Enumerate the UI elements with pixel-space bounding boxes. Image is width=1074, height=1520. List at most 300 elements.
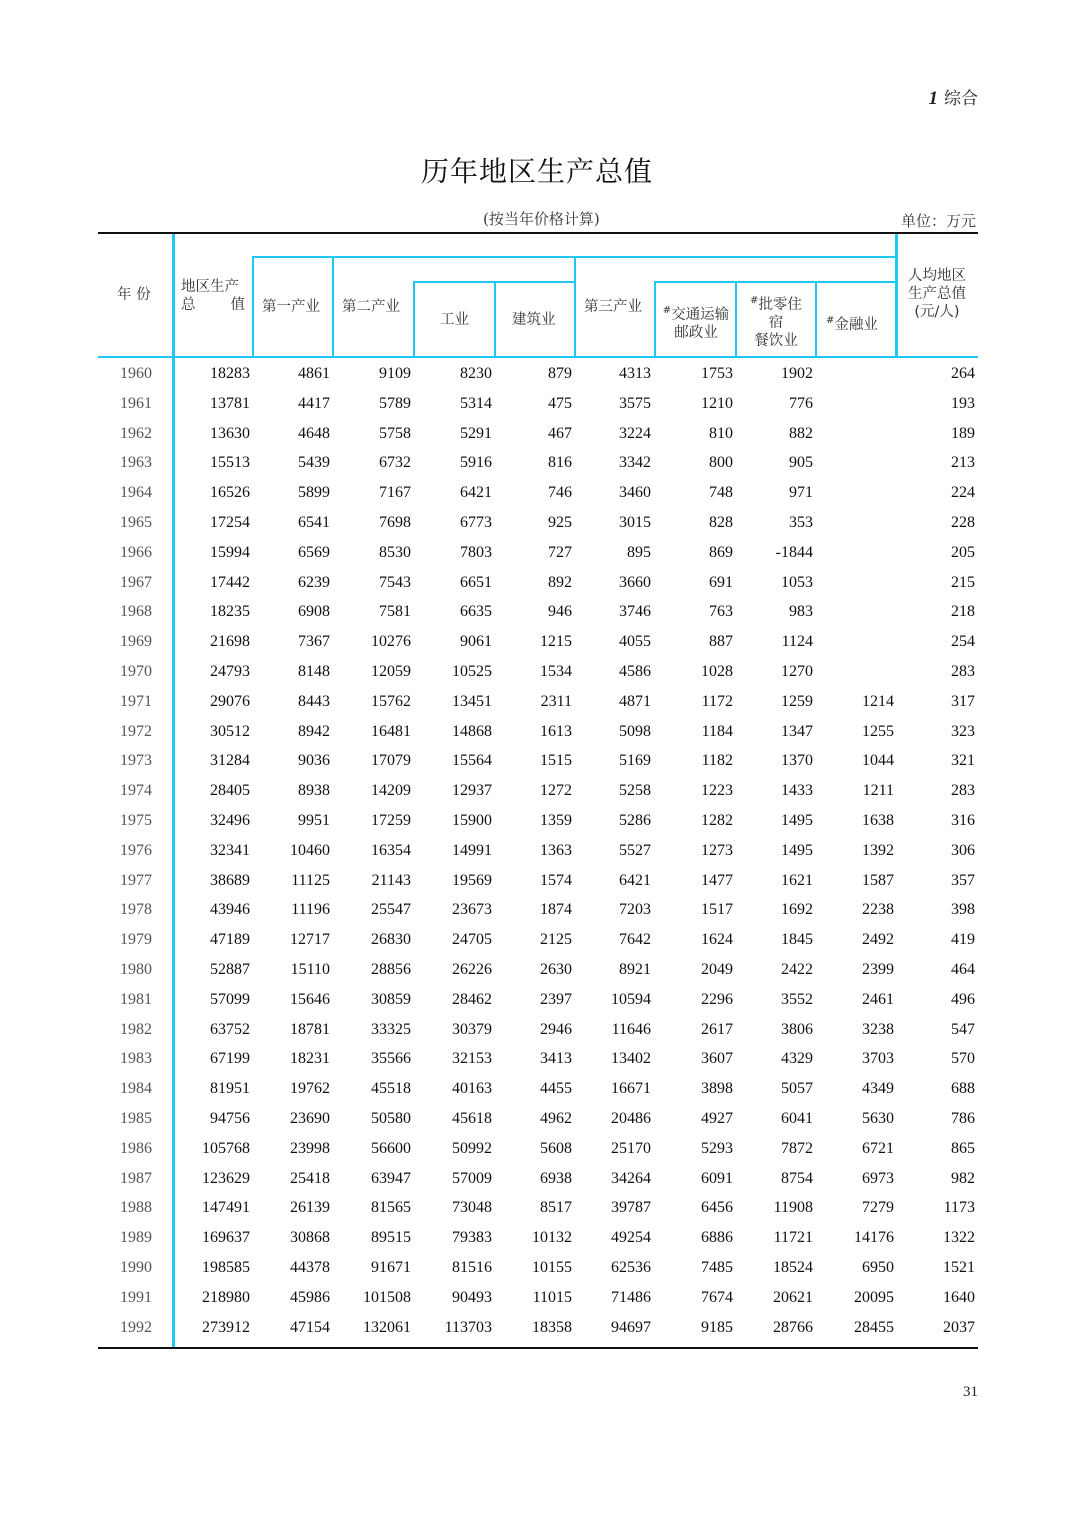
cell-year: 1975: [120, 812, 152, 829]
cell-gdp: 94756: [210, 1110, 250, 1127]
cell-transport: 2617: [701, 1020, 733, 1038]
cell-tertiary: 3224: [619, 424, 651, 442]
cell-per_capita: 283: [951, 782, 975, 800]
cell-per_capita: 283: [951, 663, 975, 680]
cell-industry: 79383: [452, 1229, 492, 1247]
cell-gdp: 13630: [210, 424, 250, 442]
cell-gdp: 105768: [202, 1139, 250, 1157]
table-row: [98, 842, 978, 872]
cell-finance: 1044: [862, 752, 894, 770]
cell-gdp: 21698: [210, 633, 250, 651]
subitem-mark: #: [662, 305, 672, 316]
cell-construction: 1215: [540, 633, 572, 651]
cell-gdp: 18235: [210, 603, 250, 621]
col-header-per-capita-line3: (元/人): [914, 304, 960, 320]
cell-construction: 2311: [540, 692, 572, 710]
cell-construction: 816: [548, 454, 572, 472]
cell-transport: 748: [709, 484, 733, 502]
cell-primary: 10460: [290, 841, 330, 859]
cell-year: 1978: [120, 901, 152, 919]
col-header-transport-line1: 交通运输: [671, 307, 730, 323]
cell-per_capita: 547: [951, 1020, 975, 1038]
cell-year: 1992: [120, 1318, 152, 1336]
cell-retail: 1370: [781, 752, 813, 770]
cell-tertiary: 5527: [619, 841, 651, 859]
cell-per_capita: 1173: [943, 1199, 975, 1217]
cell-year: 1982: [120, 1020, 152, 1038]
cell-gdp: 43946: [210, 901, 250, 919]
cell-year: 1967: [120, 573, 152, 591]
cell-tertiary: 3575: [619, 394, 651, 412]
table-row: [98, 991, 978, 1021]
cell-retail: 882: [789, 424, 813, 442]
cell-secondary: 7698: [379, 514, 411, 531]
cell-tertiary: 5169: [619, 752, 651, 770]
cell-retail: 3806: [781, 1020, 813, 1038]
col-header-primary: 第一产业: [262, 299, 320, 315]
cell-retail: 11721: [773, 1229, 813, 1247]
cell-finance: 1638: [862, 812, 894, 829]
cell-year: 1969: [120, 633, 152, 651]
cell-retail: 1433: [781, 782, 813, 800]
cell-year: 1970: [120, 663, 152, 680]
cell-retail: 1621: [781, 871, 813, 889]
cell-gdp: 57099: [210, 990, 250, 1008]
col-header-industry: 工业: [440, 312, 469, 328]
cell-secondary: 26830: [371, 931, 411, 949]
col-header-per-capita-line1: 人均地区: [908, 268, 966, 284]
cell-year: 1979: [120, 931, 152, 949]
cell-construction: 727: [548, 543, 572, 561]
cell-construction: 1272: [540, 782, 572, 800]
col-header-gdp-line1: 地区生产: [181, 279, 239, 295]
cell-per_capita: 496: [951, 990, 975, 1008]
cell-secondary: 9109: [379, 365, 411, 382]
cell-construction: 2946: [540, 1020, 572, 1038]
col-header-transport-line2: 邮政业: [674, 325, 718, 341]
cell-construction: 1534: [540, 663, 572, 680]
col-header-retail: [738, 292, 814, 350]
cell-tertiary: 10594: [611, 990, 651, 1008]
cell-construction: 10132: [532, 1229, 572, 1247]
cell-construction: 18358: [532, 1318, 572, 1336]
cell-tertiary: 3342: [619, 454, 651, 472]
cell-retail: 1270: [781, 663, 813, 680]
cell-construction: 2630: [540, 961, 572, 978]
cell-transport: 6886: [701, 1229, 733, 1247]
cell-industry: 19569: [452, 871, 492, 889]
cell-industry: 6421: [460, 484, 492, 502]
table-row: [98, 1229, 978, 1259]
chapter-number: 1: [928, 88, 938, 109]
cell-per_capita: 224: [951, 484, 975, 502]
col-header-retail-line1: 批零住: [758, 297, 802, 313]
table-row: [98, 1289, 978, 1319]
col-header-per-capita-line2: 生产总值: [908, 286, 966, 302]
cell-construction: 925: [548, 514, 572, 531]
cell-transport: 5293: [701, 1139, 733, 1157]
table-row: [98, 633, 978, 663]
cell-construction: 1363: [540, 841, 572, 859]
table-row: [98, 574, 978, 604]
cell-primary: 4648: [298, 424, 330, 442]
cell-secondary: 8530: [379, 543, 411, 561]
cell-primary: 6569: [298, 543, 330, 561]
cell-industry: 9061: [460, 633, 492, 651]
table-row: [98, 663, 978, 693]
cell-secondary: 35566: [371, 1050, 411, 1068]
cell-transport: 9185: [701, 1318, 733, 1336]
cell-primary: 9036: [298, 752, 330, 770]
table-row: [98, 1080, 978, 1110]
cell-construction: 467: [548, 424, 572, 442]
cell-year: 1961: [120, 394, 152, 412]
cell-year: 1986: [120, 1139, 152, 1157]
cell-year: 1976: [120, 841, 152, 859]
cell-transport: 3607: [701, 1050, 733, 1068]
tertiary-sub-rule: [655, 281, 897, 283]
cell-year: 1968: [120, 603, 152, 621]
unit-label: 单位：万元: [900, 212, 976, 230]
cell-primary: 8938: [298, 782, 330, 800]
col-divider: [654, 281, 656, 358]
cell-transport: 4927: [701, 1110, 733, 1127]
cell-year: 1972: [120, 722, 152, 740]
price-basis-note: (按当年价格计算): [483, 210, 600, 228]
cell-finance: 20095: [854, 1288, 894, 1306]
cell-retail: 7872: [781, 1139, 813, 1157]
cell-gdp: 15513: [210, 454, 250, 472]
cell-industry: 5291: [460, 424, 492, 442]
cell-retail: 1495: [781, 812, 813, 829]
cell-retail: 1053: [781, 573, 813, 591]
cell-gdp: 63752: [210, 1020, 250, 1038]
cell-construction: 4455: [540, 1080, 572, 1098]
col-divider: [735, 281, 737, 358]
cell-year: 1966: [120, 543, 152, 561]
cell-retail: 1259: [781, 692, 813, 710]
cell-year: 1984: [120, 1080, 152, 1098]
cell-industry: 32153: [452, 1050, 492, 1068]
cell-year: 1962: [120, 424, 152, 442]
cell-finance: 1255: [862, 722, 894, 740]
cell-finance: 6950: [862, 1259, 894, 1276]
cell-primary: 8148: [298, 663, 330, 680]
cell-construction: 2397: [540, 990, 572, 1008]
cell-tertiary: 5098: [619, 722, 651, 740]
per-capita-divider: [895, 234, 898, 358]
cell-gdp: 32496: [210, 812, 250, 829]
table-row: [98, 723, 978, 753]
cell-construction: 946: [548, 603, 572, 621]
cell-per_capita: 323: [951, 722, 975, 740]
cell-secondary: 5789: [379, 394, 411, 412]
cell-industry: 90493: [452, 1288, 492, 1306]
table-row: [98, 812, 978, 842]
cell-transport: 800: [709, 454, 733, 472]
cell-transport: 1273: [701, 841, 733, 859]
cell-construction: 2125: [540, 931, 572, 949]
cell-transport: 810: [709, 424, 733, 442]
cell-per_capita: 317: [951, 692, 975, 710]
cell-primary: 18231: [290, 1050, 330, 1068]
cell-construction: 1613: [540, 722, 572, 740]
cell-secondary: 33325: [371, 1020, 411, 1038]
cell-year: 1990: [120, 1259, 152, 1276]
cell-retail: 353: [789, 514, 813, 531]
col-header-per-capita: [902, 267, 972, 321]
cell-industry: 6635: [460, 603, 492, 621]
cell-primary: 6239: [298, 573, 330, 591]
cell-tertiary: 895: [627, 543, 651, 561]
cell-finance: 2238: [862, 901, 894, 919]
cell-tertiary: 13402: [611, 1050, 651, 1068]
table-row: [98, 961, 978, 991]
cell-per_capita: 865: [951, 1139, 975, 1157]
cell-tertiary: 5286: [619, 812, 651, 829]
cell-gdp: 67199: [210, 1050, 250, 1068]
cell-per_capita: 688: [951, 1080, 975, 1098]
cell-per_capita: 306: [951, 841, 975, 859]
cell-secondary: 91671: [371, 1259, 411, 1276]
cell-transport: 1282: [701, 812, 733, 829]
subitem-mark: #: [826, 315, 835, 326]
cell-per_capita: 193: [951, 394, 975, 412]
cell-transport: 1028: [701, 663, 733, 680]
cell-secondary: 63947: [371, 1169, 411, 1187]
cell-construction: 3413: [540, 1050, 572, 1068]
cell-primary: 23998: [290, 1139, 330, 1157]
cell-construction: 11015: [532, 1288, 572, 1306]
cell-gdp: 31284: [210, 752, 250, 770]
cell-finance: 4349: [862, 1080, 894, 1098]
cell-finance: 5630: [862, 1110, 894, 1127]
cell-transport: 1753: [701, 365, 733, 382]
cell-finance: 14176: [854, 1229, 894, 1247]
cell-transport: 6456: [701, 1199, 733, 1217]
cell-retail: 1845: [781, 931, 813, 949]
cell-per_capita: 254: [951, 633, 975, 651]
cell-primary: 9951: [298, 812, 330, 829]
table-row: [98, 1319, 978, 1349]
cell-primary: 18781: [290, 1020, 330, 1038]
cell-construction: 1874: [540, 901, 572, 919]
cell-retail: 18524: [773, 1259, 813, 1276]
cell-per_capita: 1640: [943, 1288, 975, 1306]
cell-per_capita: 357: [951, 871, 975, 889]
cell-industry: 12937: [452, 782, 492, 800]
cell-secondary: 89515: [371, 1229, 411, 1247]
cell-secondary: 7167: [379, 484, 411, 502]
cell-construction: 475: [548, 394, 572, 412]
cell-tertiary: 39787: [611, 1199, 651, 1217]
cell-transport: 6091: [701, 1169, 733, 1187]
cell-industry: 6773: [460, 514, 492, 531]
cell-tertiary: 4871: [619, 692, 651, 710]
cell-construction: 1359: [540, 812, 572, 829]
cell-per_capita: 321: [951, 752, 975, 770]
table-row: [98, 782, 978, 812]
table-row: [98, 1199, 978, 1229]
cell-finance: 6973: [862, 1169, 894, 1187]
cell-primary: 5439: [298, 454, 330, 472]
cell-industry: 45618: [452, 1110, 492, 1127]
cell-tertiary: 4586: [619, 663, 651, 680]
cell-transport: 7485: [701, 1259, 733, 1276]
col-header-construction: 建筑业: [512, 312, 556, 328]
cell-transport: 1182: [701, 752, 733, 770]
col-header-year: 年 份: [117, 287, 151, 303]
cell-primary: 11125: [291, 871, 330, 889]
cell-tertiary: 49254: [611, 1229, 651, 1247]
table-row: [98, 544, 978, 574]
cell-per_capita: 2037: [943, 1318, 975, 1336]
table-row: [98, 484, 978, 514]
col-header-retail-line3: 餐饮业: [754, 333, 798, 349]
cell-retail: -1844: [775, 543, 813, 561]
cell-per_capita: 419: [951, 931, 975, 949]
cell-per_capita: 464: [951, 961, 975, 978]
cell-per_capita: 982: [951, 1169, 975, 1187]
cell-secondary: 56600: [371, 1139, 411, 1157]
table-row: [98, 514, 978, 544]
cell-gdp: 30512: [210, 722, 250, 740]
cell-finance: 2461: [862, 990, 894, 1008]
cell-secondary: 17259: [371, 812, 411, 829]
cell-primary: 25418: [290, 1169, 330, 1187]
cell-finance: 1392: [862, 841, 894, 859]
cell-secondary: 10276: [371, 633, 411, 651]
cell-secondary: 7581: [379, 603, 411, 621]
cell-primary: 30868: [290, 1229, 330, 1247]
cell-industry: 113703: [444, 1318, 492, 1336]
cell-gdp: 273912: [202, 1318, 250, 1336]
cell-industry: 50992: [452, 1139, 492, 1157]
cell-tertiary: 3660: [619, 573, 651, 591]
cell-transport: 1517: [701, 901, 733, 919]
cell-tertiary: 25170: [611, 1139, 651, 1157]
cell-industry: 5314: [460, 394, 492, 412]
cell-transport: 3898: [701, 1080, 733, 1098]
cell-secondary: 45518: [371, 1080, 411, 1098]
cell-retail: 4329: [781, 1050, 813, 1068]
cell-gdp: 47189: [210, 931, 250, 949]
cell-secondary: 21143: [371, 871, 411, 889]
cell-transport: 1184: [701, 722, 733, 740]
cell-retail: 2422: [781, 961, 813, 978]
cell-transport: 1210: [701, 394, 733, 412]
cell-per_capita: 264: [951, 365, 975, 382]
cell-industry: 26226: [452, 961, 492, 978]
cell-per_capita: 1521: [943, 1259, 975, 1276]
col-divider: [574, 256, 576, 358]
cell-secondary: 132061: [363, 1318, 411, 1336]
cell-retail: 5057: [781, 1080, 813, 1098]
cell-construction: 6938: [540, 1169, 572, 1187]
cell-gdp: 18283: [210, 365, 250, 382]
cell-industry: 40163: [452, 1080, 492, 1098]
cell-construction: 746: [548, 484, 572, 502]
cell-primary: 12717: [290, 931, 330, 949]
cell-transport: 7674: [701, 1288, 733, 1306]
cell-retail: 1692: [781, 901, 813, 919]
cell-tertiary: 3015: [619, 514, 651, 531]
cell-transport: 1477: [701, 871, 733, 889]
cell-industry: 13451: [452, 692, 492, 710]
cell-per_capita: 1322: [943, 1229, 975, 1247]
cell-industry: 57009: [452, 1169, 492, 1187]
cell-retail: 776: [789, 394, 813, 412]
cell-year: 1985: [120, 1110, 152, 1127]
cell-gdp: 16526: [210, 484, 250, 502]
cell-retail: 983: [789, 603, 813, 621]
table-row: [98, 395, 978, 425]
cell-tertiary: 4313: [619, 365, 651, 382]
cell-retail: 6041: [781, 1110, 813, 1127]
cell-construction: 8517: [540, 1199, 572, 1217]
col-header-finance: [826, 312, 878, 334]
cell-tertiary: 4055: [619, 633, 651, 651]
cell-tertiary: 71486: [611, 1288, 651, 1306]
cell-year: 1981: [120, 990, 152, 1008]
cell-per_capita: 205: [951, 543, 975, 561]
table-row: [98, 752, 978, 782]
cell-primary: 6541: [298, 514, 330, 531]
cell-construction: 1515: [540, 752, 572, 770]
table-row: [98, 872, 978, 902]
col-divider: [815, 281, 817, 358]
cell-primary: 4417: [298, 394, 330, 412]
table-row: [98, 693, 978, 723]
cell-primary: 5899: [298, 484, 330, 502]
cell-year: 1971: [120, 692, 152, 710]
cell-finance: 7279: [862, 1199, 894, 1217]
cell-secondary: 16354: [371, 841, 411, 859]
cell-year: 1987: [120, 1169, 152, 1187]
cell-year: 1983: [120, 1050, 152, 1068]
cell-secondary: 6732: [379, 454, 411, 472]
cell-tertiary: 5258: [619, 782, 651, 800]
cell-tertiary: 94697: [611, 1318, 651, 1336]
table-row: [98, 603, 978, 633]
cell-finance: 1587: [862, 871, 894, 889]
cell-per_capita: 786: [951, 1110, 975, 1127]
table-row: [98, 901, 978, 931]
cell-year: 1960: [120, 365, 152, 382]
cell-construction: 879: [548, 365, 572, 382]
cell-industry: 14868: [452, 722, 492, 740]
cell-primary: 15646: [290, 990, 330, 1008]
cell-primary: 45986: [290, 1288, 330, 1306]
cell-finance: 28455: [854, 1318, 894, 1336]
cell-per_capita: 228: [951, 514, 975, 531]
cell-year: 1963: [120, 454, 152, 472]
cell-tertiary: 3460: [619, 484, 651, 502]
cell-year: 1964: [120, 484, 152, 502]
cell-year: 1973: [120, 752, 152, 770]
gdp-char: 值: [230, 297, 245, 313]
cell-gdp: 198585: [202, 1259, 250, 1276]
table-row: [98, 1021, 978, 1051]
cell-gdp: 81951: [210, 1080, 250, 1098]
cell-industry: 81516: [452, 1259, 492, 1276]
cell-gdp: 38689: [210, 871, 250, 889]
cell-finance: 1214: [862, 692, 894, 710]
cell-gdp: 32341: [210, 841, 250, 859]
cell-primary: 8942: [298, 722, 330, 740]
cell-tertiary: 6421: [619, 871, 651, 889]
cell-retail: 11908: [773, 1199, 813, 1217]
